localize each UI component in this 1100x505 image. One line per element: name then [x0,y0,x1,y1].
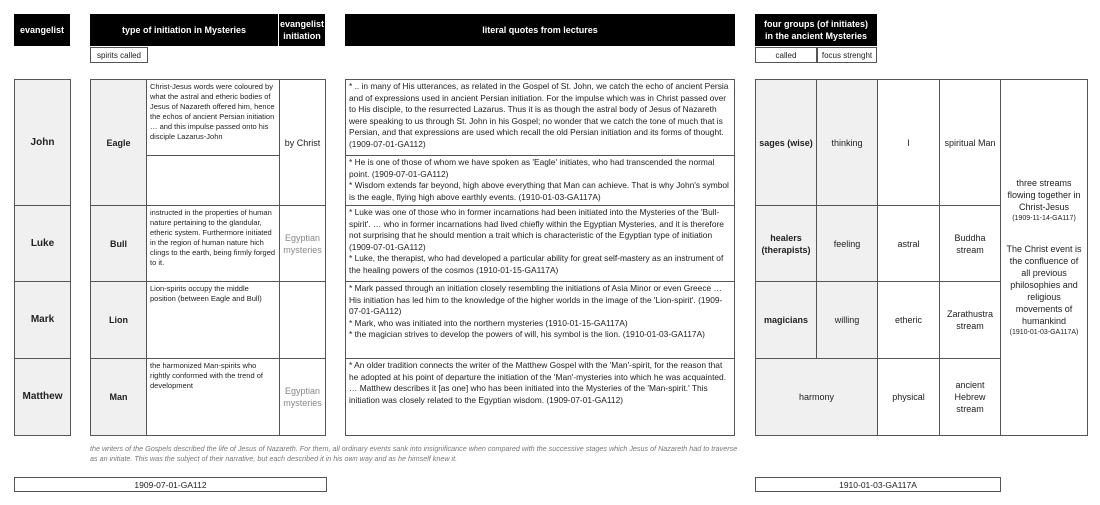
reference-right: 1910-01-03-GA117A [755,477,1001,492]
streams-ref: (1909-11-14-GA117) [1012,214,1076,222]
streams-text: three streams flowing together in Christ-Jesus [1007,177,1081,212]
spirit-lion: Lion [90,281,147,359]
right-summary [1000,79,1088,436]
member-physical: physical [877,358,940,436]
quote-text: * Wisdom extends far beyond, high above everything that Man can achieve. That is why John's symbol is the eagle, flying high above earthly events. (1910-01-03-GA117A) [349,180,729,202]
initiation-john: by Christ [279,79,326,206]
footnote: the writers of the Gospels described the life of Jesus of Nazareth. For them, all ordinary events sank into insignificance when compared with the successive stages which Jesus of Nazareth had to traverse as an initiate. This was the subject of their narrative, but each described it in his own way and as he himself knew it. [90,444,738,463]
evangelist-mark: Mark [14,281,71,359]
member-etheric: etheric [877,281,940,359]
stream-hebrew: ancient Hebrew stream [939,358,1001,436]
group-sages: sages (wise) [755,79,817,206]
focus-thinking: thinking [816,79,878,206]
subheader-called: called [755,47,817,63]
spirit-man: Man [90,358,147,436]
description-luke: instructed in the properties of human nature pertaining to the glandular, etheric system. Furthermore initiated in the region of human nature hich clings to the earth, being firmly forged to it. [146,205,280,282]
quote-text: * Luke was one of those who in former incarnations had been initiated into the Mysteries of the 'Bull-spirit'. … who in former incarnations had lived chiefly within the Egyptian Mysteries, and it is therefore not surprising that he should mention a trait which is characteristic of the Egyptian type of initiation (1909-07-01-GA112) [349,207,724,252]
stream-spiritual-man: spiritual Man [939,79,1001,206]
description-john-empty [146,155,280,206]
quote-john-1 [345,79,735,156]
stream-zarathustra: Zarathustra stream [939,281,1001,359]
quote-text: * Mark, who was initiated into the northern mysteries (1910-01-15-GA117A) [349,317,628,328]
quote-john-2 [345,155,735,206]
quote-text: * the magician strives to develop the powers of will, his symbol is the lion. (1910-01-03-GA117A) [349,329,705,339]
spirit-bull: Bull [90,205,147,282]
evangelist-john: John [14,79,71,206]
quote-text: * An older tradition connects the writer of the Matthew Gospel with the 'Man'-spirit, for the reason that he adopted at his point of departure the initiation of the 'Man'-mysteries into which he was acquainted. … Matthew describes it [as one] who has been initiated into the Mysteries of the 'Man-spirit.' This initiation was closely related to the Egyptian wisdom. (1909-07-01-GA112) [349,360,727,405]
christ-event-ref: (1910-01-03-GA117A) [1009,328,1079,336]
initiation-luke: Egyptian mysteries [279,205,326,282]
group-healers: healers (therapists) [755,205,817,282]
subheader-focus: focus strenght [817,47,877,63]
focus-feeling: feeling [816,205,878,282]
stream-buddha: Buddha stream [939,205,1001,282]
quote-text: * He is one of those of whom we have spoken as 'Eagle' initiates, who had transcended the normal point. (1909-07-01-GA112) [349,157,715,179]
christ-event-text: The Christ event is the confluence of all previous philosophies and religious movements of humankind [1006,243,1082,326]
evangelist-luke: Luke [14,205,71,282]
initiation-mark [279,281,326,359]
member-astral: astral [877,205,940,282]
quote-text: * .. in many of His utterances, as related in the Gospel of St. John, we catch the echo of ancient Persia and of expressions used in ancient Persian initiation. For the impulse which was in Christ passed over to His disciple, to the resurrected Lazarus. Thus it is as though the astral body of Jesus of Nazareth were speaking to us through St. John in his Gospel; no wonder that we catch the tone of much that is Persian, and that expressions are used which recall the old Persian initiation and its forms of thought. (1909-07-01-GA112) [349,81,729,149]
initiation-matthew: Egyptian mysteries [279,358,326,436]
reference-left: 1909-07-01-GA112 [14,477,327,492]
evangelist-matthew: Matthew [14,358,71,436]
quote-mark [345,281,735,359]
group-magicians: magicians [755,281,817,359]
group-harmony: harmony [755,358,878,436]
header-initiation-type: type of initiation in Mysteries [90,14,278,46]
focus-willing: willing [816,281,878,359]
quote-text: * Luke, the therapist, who had developed a particular ability for great self-mastery as an instrument of the healing powers of the cosmos (1910-01-15-GA117A) [349,253,724,275]
quote-luke [345,205,735,282]
subheader-spirits-called: spirits called [90,47,148,63]
header-four-groups: four groups (of initiates) in the ancient Mysteries [755,14,877,46]
description-john: Christ-Jesus words were coloured by what the astral and etheric bodies of Jesus of Nazareth offered him, hence the echos of ancient Persian initiation … and this impulse passed onto his disciple Lazarus-John [146,79,280,156]
member-i: I [877,79,940,206]
spirit-eagle: Eagle [90,79,147,206]
header-evangelist-initiation: evangelist initiation [279,14,325,46]
description-mark: Lion-spirits occupy the middle position (between Eagle and Bull) [146,281,280,359]
quote-text: * Mark passed through an initiation closely resembling the initiations of Asia Minor or even Greece … His initiation has led him to the knowledge of the higher worlds in the image of the 'Lion-spirit'. (1909-07-01-GA112) [349,283,723,316]
description-matthew: the harmonized Man-spirits who rightly conformed with the trend of development [146,358,280,436]
header-quotes: literal quotes from lectures [345,14,735,46]
quote-matthew [345,358,735,436]
header-evangelist: evangelist [14,14,70,46]
